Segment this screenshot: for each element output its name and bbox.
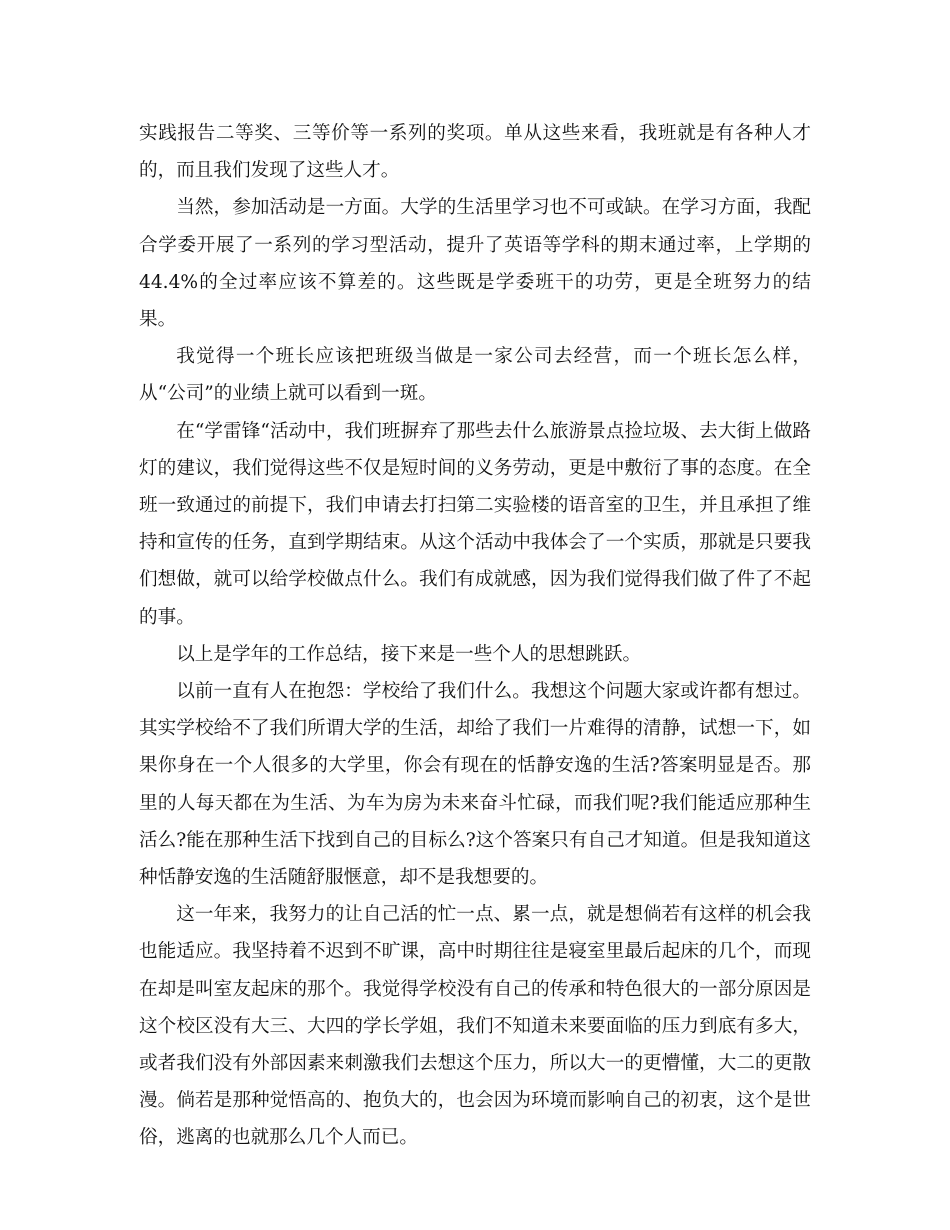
paragraph-personal-effort: 这一年来，我努力的让自己活的忙一点、累一点，就是想倘若有这样的机会我也能适应。我坚持着不迟到不旷课，高中时期往往是寝室里最后起床的几个，而现在却是叫室友起床的那个。我觉得学校没有自己的传承和特色很大的一部分原因是这个校区没有大三、大四的学长学姐，我们不知道未来要面临的压力到底有多大，或者我们没有外部因素来刺激我们去想这个压力，所以大一的更懵懂，大二的更散漫。倘若是那种觉悟高的、抱负大的，也会因为环境而影响自己的初衷，这个是世俗，逃离的也就那么几个人而已。 [139,904,811,1149]
paragraph-study-activities: 当然，参加活动是一方面。大学的生活里学习也不可或缺。在学习方面，我配合学委开展了一系列的学习型活动，提升了英语等学科的期末通过率，上学期的44.4%的全过率应该不算差的。这些既是学委班干的功劳，更是全班努力的结果。 [139,197,811,331]
document-body [139,115,811,1157]
paragraph-summary-transition: 以上是学年的工作总结，接下来是一些个人的思想跳跃。 [176,643,642,665]
paragraph-awards-continuation: 实践报告二等奖、三等价等一系列的奖项。单从这些来看，我班就是有各种人才的，而且我们发现了这些人才。 [139,123,811,182]
paragraph-school-complaints: 以前一直有人在抱怨：学校给了我们什么。我想这个问题大家或许都有想过。其实学校给不了我们所谓大学的生活，却给了我们一片难得的清静，试想一下，如果你身在一个人很多的大学里，你会有现在的恬静安逸的生活?答案明显是否。那里的人每天都在为生活、为车为房为未来奋斗忙碌，而我们呢?我们能适应那种生活么?能在那种生活下找到自己的目标么?这个答案只有自己才知道。但是我知道这种恬静安逸的生活随舒服惬意，却不是我想要的。 [139,681,811,889]
paragraph-lei-feng-activity: 在“学雷锋“活动中，我们班摒弃了那些去什么旅游景点捡垃圾、去大街上做路灯的建议，我们觉得这些不仅是短时间的义务劳动，更是中敷衍了事的态度。在全班一致通过的前提下，我们申请去打扫第二实验楼的语音室的卫生，并且承担了维持和宣传的任务，直到学期结束。从这个活动中我体会了一个实质，那就是只要我们想做，就可以给学校做点什么。我们有成就感，因为我们觉得我们做了件了不起的事。 [139,420,811,628]
paragraph-class-as-company: 我觉得一个班长应该把班级当做是一家公司去经营，而一个班长怎么样，从“公司”的业绩上就可以看到一斑。 [139,346,811,405]
